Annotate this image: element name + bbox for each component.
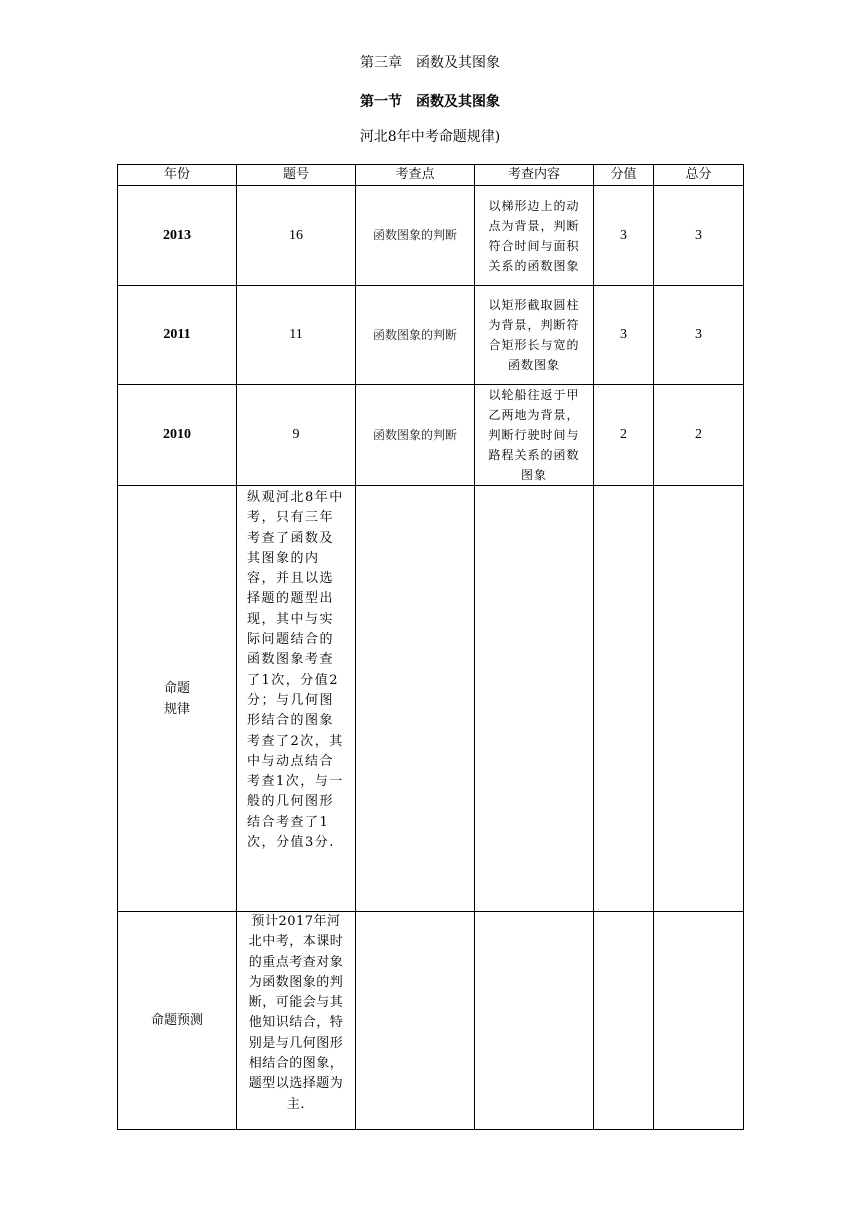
row-point: 函数图象的判断	[356, 286, 475, 385]
row-year: 2013	[118, 186, 237, 286]
row-total: 3	[654, 186, 744, 286]
section-title: 第一节 函数及其图象	[360, 94, 500, 110]
row-total: 3	[654, 286, 744, 385]
prediction-label: 命题预测	[118, 912, 237, 1130]
table-header-row	[118, 165, 744, 186]
row-number: 9	[237, 385, 356, 486]
row-content: 以轮船往返于甲乙两地为背景，判断行驶时间与路程关系的函数图象	[475, 385, 594, 486]
table-row	[118, 286, 744, 385]
rule-label	[118, 486, 237, 912]
rule-label-line2: 规律	[163, 701, 190, 717]
row-content: 以梯形边上的动点为背景，判断符合时间与面积关系的函数图象	[475, 186, 594, 286]
chapter-title: 第三章 函数及其图象	[360, 55, 500, 71]
empty-cell	[356, 912, 475, 1130]
row-score: 3	[594, 186, 654, 286]
rule-text: 纵观河北8年中考，只有三年考查了函数及其图象的内容，并且以选择题的题型出现，其中与实际问题结合的函数图象考查了1次，分值2分；与几何图形结合的图象考查了2次，其中与动点结合考查1次，与一般的几何图形结合考查了1次，分值3分.	[237, 486, 356, 912]
prediction-text: 预计2017年河北中考，本课时的重点考查对象为函数图象的判断，可能会与其他知识结合，特别是与几何图形相结合的图象，题型以选择题为主.	[237, 912, 356, 1130]
table-row	[118, 385, 744, 486]
row-year: 2010	[118, 385, 237, 486]
prediction-row	[118, 912, 744, 1130]
table-caption: 河北8年中考命题规律)	[359, 129, 501, 145]
row-content: 以矩形截取圆柱为背景，判断符合矩形长与宽的函数图象	[475, 286, 594, 385]
row-score: 2	[594, 385, 654, 486]
row-number: 11	[237, 286, 356, 385]
row-number: 16	[237, 186, 356, 286]
rule-row	[118, 486, 744, 912]
header-number: 题号	[237, 165, 356, 186]
table-row	[118, 186, 744, 286]
empty-cell	[654, 912, 744, 1130]
header-point: 考查点	[356, 165, 475, 186]
header-total: 总分	[654, 165, 744, 186]
empty-cell	[594, 912, 654, 1130]
header-year: 年份	[118, 165, 237, 186]
empty-cell	[356, 486, 475, 912]
row-total: 2	[654, 385, 744, 486]
header-content: 考查内容	[475, 165, 594, 186]
header-score: 分值	[594, 165, 654, 186]
empty-cell	[475, 486, 594, 912]
exam-analysis-table	[117, 164, 744, 1130]
row-score: 3	[594, 286, 654, 385]
row-point: 函数图象的判断	[356, 186, 475, 286]
row-year: 2011	[118, 286, 237, 385]
empty-cell	[594, 486, 654, 912]
empty-cell	[475, 912, 594, 1130]
row-point: 函数图象的判断	[356, 385, 475, 486]
empty-cell	[654, 486, 744, 912]
rule-label-line1: 命题	[163, 680, 190, 696]
